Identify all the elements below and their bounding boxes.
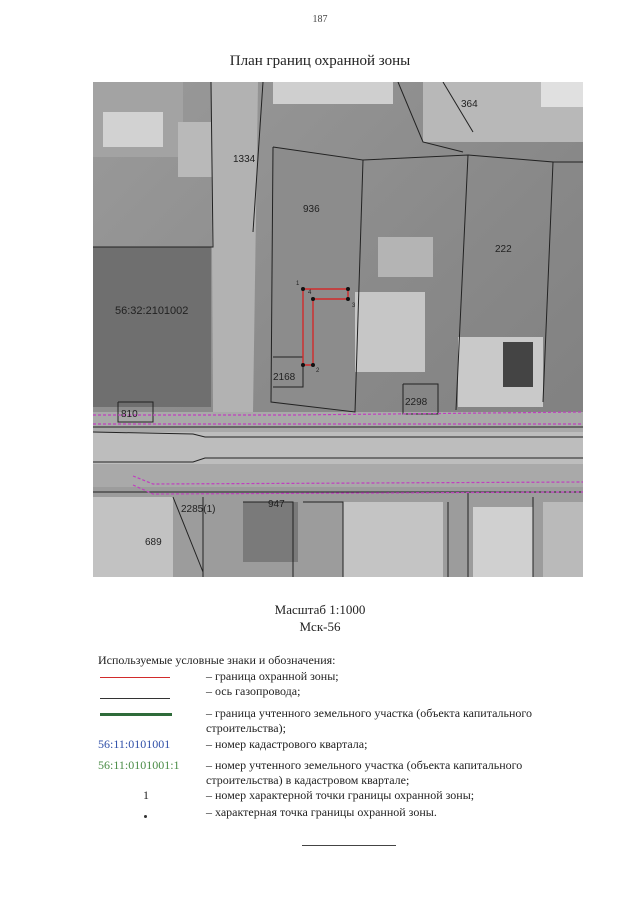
parcel-label-364: 364 <box>461 99 478 110</box>
green-line-icon <box>100 713 172 716</box>
legend-desc: – номер учтенного земельного участка (объекта капитального строительства) в кадастровом квартале; <box>206 758 523 787</box>
legend-desc: – ось газопровода; <box>206 684 301 698</box>
point-label-3: 3 <box>352 303 356 309</box>
legend-title: Используемые условные знаки и обозначения: <box>98 653 336 667</box>
signature-line <box>302 845 396 846</box>
point-label-4: 4 <box>308 290 312 296</box>
legend-symbol: 56:11:0101001 <box>98 737 171 751</box>
legend-desc: – граница охранной зоны; <box>206 669 339 683</box>
point-label-2: 2 <box>316 368 320 374</box>
page-number: 187 <box>312 14 328 25</box>
legend-desc: – номер кадастрового квартала; <box>206 737 368 751</box>
page-title: План границ охранной зоны <box>229 53 411 69</box>
dot-icon <box>144 815 147 818</box>
parcel-label-222: 222 <box>495 244 512 255</box>
legend-symbol: 1 <box>143 788 149 802</box>
point-label-1: 1 <box>296 281 300 287</box>
legend-desc: – характерная точка границы охранной зоны. <box>206 805 437 819</box>
parcel-label-689: 689 <box>145 537 162 548</box>
cadastral-map <box>93 82 583 577</box>
parcel-label-936: 936 <box>303 204 320 215</box>
coordinate-system: Мск-56 <box>299 619 341 634</box>
parcel-label-2168: 2168 <box>273 372 296 383</box>
parcel-label-2285: 2285(1) <box>181 504 216 515</box>
scale-ratio: Масштаб 1:1000 <box>274 602 366 617</box>
parcel-label-2298: 2298 <box>405 397 428 408</box>
legend-desc: – номер характерной точки границы охранной зоны; <box>206 788 475 802</box>
black-line-icon <box>100 698 170 699</box>
quarter-label: 56:32:2101002 <box>115 305 189 317</box>
red-line-icon <box>100 677 170 678</box>
parcel-label-1334: 1334 <box>233 154 256 165</box>
parcel-label-947: 947 <box>268 499 285 510</box>
parcel-label-810: 810 <box>121 409 138 420</box>
legend-desc: – граница учтенного земельного участка (объекта капитального строительства); <box>206 706 533 735</box>
scale-block <box>0 601 640 635</box>
legend-symbol: 56:11:0101001:1 <box>98 758 180 772</box>
